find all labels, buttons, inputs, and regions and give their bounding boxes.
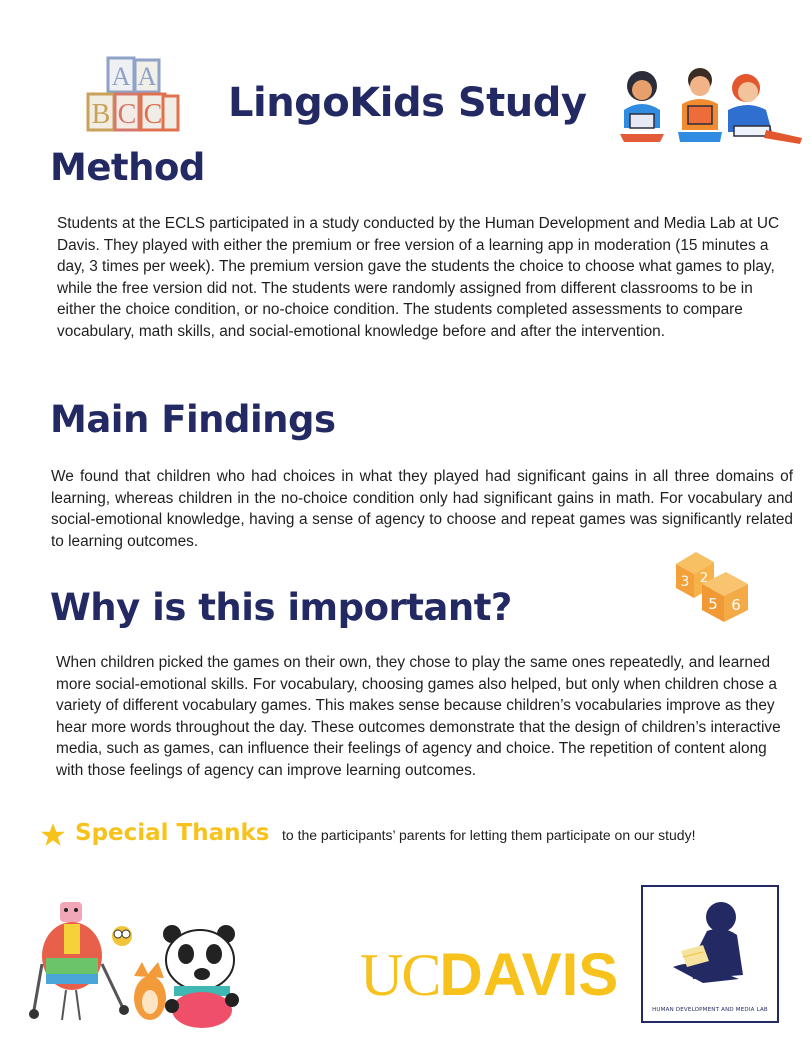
uc-davis-logo xyxy=(360,940,618,1010)
block-letter: A xyxy=(137,62,157,91)
block-letter: A xyxy=(111,62,131,91)
block-letter: B xyxy=(91,99,111,130)
mascots-illustration xyxy=(26,898,256,1030)
uc-davis-logo-davis: DAVIS xyxy=(439,941,619,1008)
block-letter: C xyxy=(117,99,137,130)
star-icon xyxy=(40,822,66,848)
reading-child-icon xyxy=(643,887,777,997)
abc-blocks-icon xyxy=(85,56,181,134)
die-number: 5 xyxy=(708,595,718,613)
special-thanks-title: Special Thanks xyxy=(75,820,270,846)
importance-heading: Why is this important? xyxy=(50,586,512,629)
special-thanks-text: to the participants’ parents for letting them participate on our study! xyxy=(282,827,696,843)
page-title: LingoKids Study xyxy=(228,80,587,126)
die-number: 3 xyxy=(680,574,690,590)
lab-name: HUMAN DEVELOPMENT AND MEDIA LAB xyxy=(652,1007,768,1013)
dice-icon xyxy=(672,550,752,624)
findings-paragraph: We found that children who had choices in what they played had significant gains in all three domains of learning, whereas children in the no-choice condition only had significant gains in math. For vocabulary and social-emotional knowledge, having a sense of agency to choose and repeat games was significantly related to learning outcomes. xyxy=(51,468,793,550)
method-paragraph: Students at the ECLS participated in a study conducted by the Human Development and Media Lab at UC Davis. They played with either the premium or free version of a learning app in moderation (15 minutes a day, 3 times per week). The premium version gave the students the choice to choose what games to play, while the free version did not. The students were randomly assigned from different classrooms to be in either the choice condition, or no-choice condition. The students completed assessments to compare vocabulary, math skills, and social-emotional knowledge before and after the intervention. xyxy=(57,215,780,340)
lab-logo xyxy=(641,885,779,1023)
die-number: 2 xyxy=(699,571,709,586)
uc-davis-logo-uc: UC xyxy=(360,942,440,1008)
block-letter: C xyxy=(143,99,163,130)
kids-reading-illustration xyxy=(616,64,806,148)
findings-heading: Main Findings xyxy=(50,398,336,441)
method-heading: Method xyxy=(50,146,205,189)
die-number: 6 xyxy=(731,596,741,614)
importance-paragraph: When children picked the games on their own, they chose to play the same ones repeatedly, and learned more social-emotional skills. For vocabulary, choosing games also helped, but only when children chose a variety of different vocabulary games. This makes sense because children’s vocabularies improve as they hear more words throughout the day. These outcomes demonstrate that the design of children’s interactive media, such as games, can influence their feelings of agency and choice. The repetition of content along with those feelings of agency can improve learning outcomes. xyxy=(56,654,781,779)
